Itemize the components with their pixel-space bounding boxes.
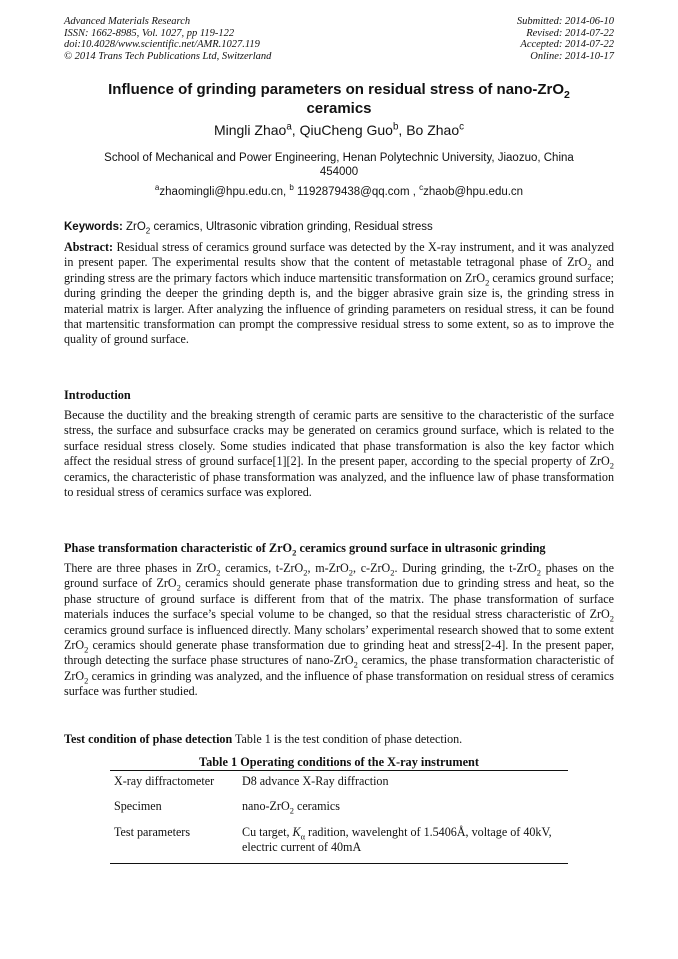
- journal-copyright: © 2014 Trans Tech Publications Ltd, Switzerland: [64, 50, 272, 62]
- table-cell-label: X-ray diffractometer: [114, 774, 215, 788]
- author-list: Mingli Zhao$^a$, QiuCheng Guo$^b$, Bo Zhao$^c$: [213, 121, 465, 138]
- section-heading-phase-transformation: Phase transformation characteristic of ZrO$_2$ ceramics ground surface in ultrasonic grinding: [64, 541, 546, 558]
- keywords-label: Keywords:: [64, 221, 123, 233]
- email-link[interactable]: zhaob@hpu.edu.cn: [423, 186, 524, 198]
- date-online: Online: 2014-10-17: [530, 50, 614, 62]
- date-submitted: Submitted: 2014-06-10: [516, 16, 614, 27]
- journal-issn: ISSN: 1662-8985, Vol. 1027, pp 119-122: [64, 27, 235, 39]
- affiliation: School of Mechanical and Power Engineering, Henan Polytechnic University, Jiaozuo, China 454000: [104, 152, 574, 178]
- table-cell-value: D8 advance X-Ray diffraction: [242, 774, 389, 788]
- abstract-label: Abstract:: [64, 240, 114, 254]
- paper-title: Influence of grinding parameters on residual stress of nano-ZrO$_2$ ceramics: [108, 81, 570, 117]
- keywords: Keywords: ZrO$_2$ ceramics, Ultrasonic vibration grinding, Residual stress: [64, 221, 433, 236]
- table-row: [110, 771, 568, 797]
- author-name: Mingli Zhao: [213, 122, 287, 138]
- journal-doi: doi:10.4028/www.scientific.net/AMR.1027.119: [64, 39, 260, 51]
- author-emails: $^a$zhaomingli@hpu.edu.cn, $^b$ 1192879438@qq.com , $^c$zhaob@hpu.edu.cn: [154, 183, 524, 198]
- date-accepted: Accepted: 2014-07-22: [520, 39, 614, 51]
- email-link[interactable]: zhaomingli@hpu.edu.cn,: [159, 186, 290, 198]
- phase-paragraph: There are three phases in ZrO$_2$ ceramics, t-ZrO$_2$, m-ZrO$_2$, c-ZrO$_2$. During grinding, the t-ZrO$_2$ phases on the ground surface of ZrO$_2$ ceramics should generate phase transformation due to grinding stress and heat, so the phase structure of ground surface is different from that of the matrix. The phase transformation of surface materials induces the surface’s special volume to be changed, so that the residual stress characteristic of ZrO$_2$ ceramics ground surface is influenced directly. Many scholars’ experimental research showed that to some extent ZrO$_2$ ceramics should generate phase transformation due to grinding heat and stress[2-4]. In the present paper, through detecting the surface phase structures of nano-ZrO$_2$ ceramics, the phase transformation characteristic of ZrO$_2$ ceramics in grinding was analyzed, and the influence of phase transformation on residual stress of ceramics surface was further studied.: [64, 561, 615, 699]
- abstract: Abstract: Residual stress of ceramics ground surface was detected by the X-ray instrument, and it was analyzed in present paper. The experimental results show that the content of metastable tetragonal phase of ZrO$_2$ and grinding stress are the primary factors which induce martensitic transformation on ZrO$_2$ ceramics ground surface; during grinding the deeper the grinding depth is, and the bigger abrasive grain size is, the grinding stress in material matrix is larger. After analyzing the influence of grinding parameters on residual stress, it can be found that martensitic transformation can prompt the compressive residual stress to some extent, so as to improve the quality of ground surface.: [64, 240, 614, 347]
- operating-conditions-table: [110, 770, 568, 864]
- table-row: [110, 796, 568, 821]
- author-name: Bo Zhao: [406, 122, 460, 138]
- submission-dates: [517, 16, 614, 62]
- test-condition-paragraph: Test condition of phase detection Table 1 is the test condition of phase detection.: [64, 732, 463, 746]
- table-cell-label: Test parameters: [114, 824, 191, 839]
- table-cell-value: Cu target, $K_\alpha$ radition, wavelenght of 1.5406Å, voltage of 40kV, electric current of 40mA: [242, 824, 552, 855]
- email-link[interactable]: 1192879438@qq.com ,: [293, 186, 420, 198]
- date-revised: Revised: 2014-07-22: [526, 27, 614, 39]
- journal-info: [64, 16, 271, 62]
- journal-name: Advanced Materials Research: [64, 16, 191, 27]
- table-cell-value: nano-ZrO$_2$ ceramics: [242, 799, 340, 816]
- author-name: QiuCheng Guo: [299, 122, 393, 138]
- table-caption: Table 1 Operating conditions of the X-ray instrument: [199, 755, 479, 769]
- table-cell-label: Specimen: [114, 799, 162, 814]
- introduction-paragraph: Because the ductility and the breaking strength of ceramic parts are sensitive to the characteristic of the surface stress, the surface and subsurface cracks may be generated on ceramics ground surface, which is related to the surface residual stress closely. Some studies indicated that phase transformation is also the key factor which affect the residual stress of ground surface[1][2]. In the present paper, according to the special property of ZrO$_2$ ceramics, the characteristic of phase transformation was analyzed, and the influence law of phase transformation to residual stress of ceramics surface was explored.: [64, 408, 614, 500]
- test-condition-label: Test condition of phase detection: [64, 732, 233, 746]
- table-row: [110, 822, 568, 863]
- section-heading-introduction: Introduction: [64, 388, 131, 402]
